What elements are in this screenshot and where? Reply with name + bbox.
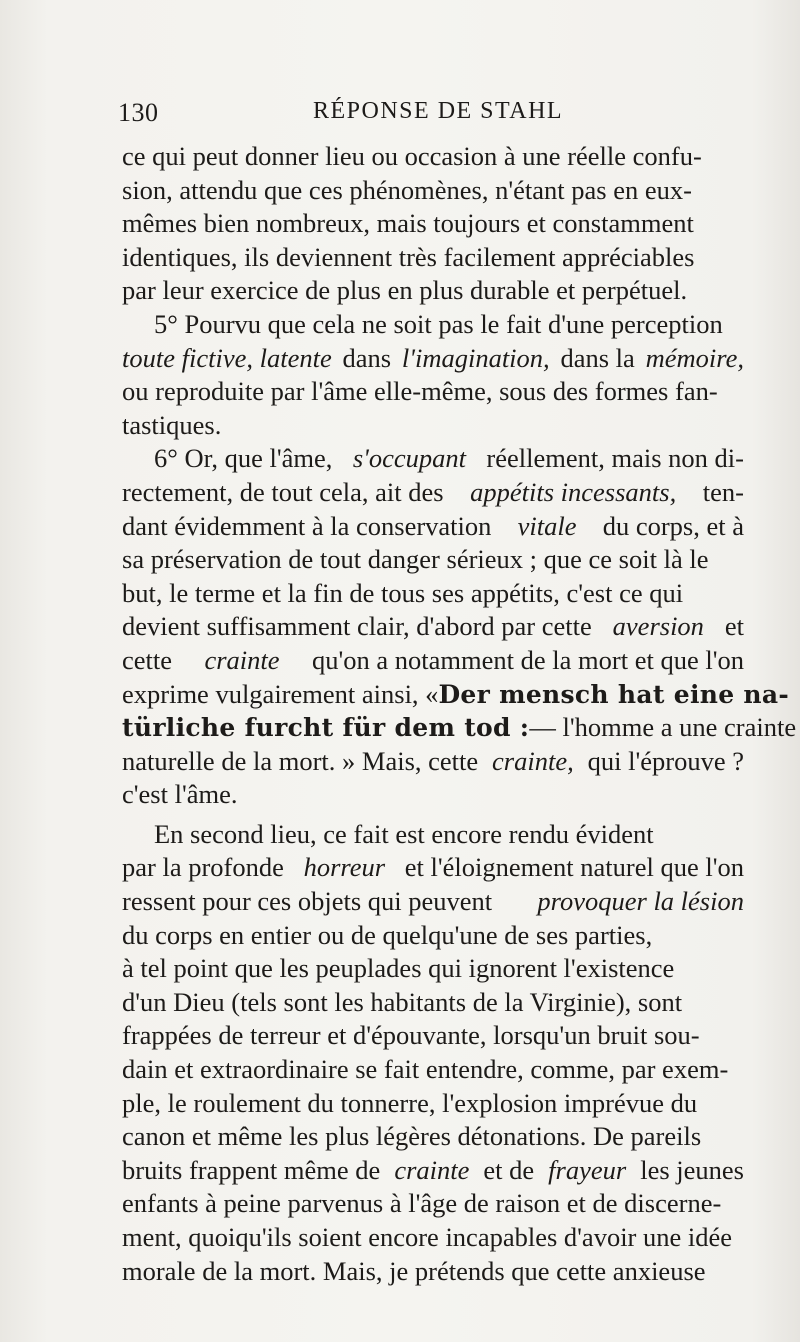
- german-quote: türliche furcht für dem tod :: [122, 713, 530, 743]
- text-line: 5° Pourvu que cela ne soit pas le fait d'une perception: [154, 308, 723, 339]
- text-line: canon et même les plus légères détonations. De pareils: [122, 1121, 702, 1152]
- text-line: ple, le roulement du tonnerre, l'explosion imprévue du: [122, 1087, 698, 1118]
- italic-term: crainte: [204, 644, 280, 675]
- text-line: frappées de terreur et d'épouvante, lorsqu'un bruit sou-: [122, 1020, 700, 1051]
- text-line: tastiques.: [122, 409, 222, 440]
- page-header: [118, 98, 684, 132]
- text-line: dant évidemment à la conservation vitale du corps, et à: [122, 510, 744, 544]
- text-line: mêmes bien nombreux, mais toujours et constamment: [122, 208, 694, 239]
- text-line: sa préservation de tout danger sérieux ; que ce soit là le: [122, 544, 709, 575]
- italic-term: appétits incessants,: [470, 476, 677, 507]
- text-line: but, le terme et la fin de tous ses appétits, c'est ce qui: [122, 577, 684, 608]
- italic-term: aversion: [612, 611, 704, 642]
- italic-term: toute fictive, latente: [122, 342, 332, 373]
- text-line: dain et extraordinaire se fait entendre, comme, par exem-: [122, 1054, 729, 1085]
- text-line: sion, attendu que ces phénomènes, n'étant pas en eux-: [122, 174, 692, 205]
- text-line: par leur exercice de plus en plus durable et perpétuel.: [122, 275, 688, 306]
- text-line: ment, quoiqu'ils soient encore incapables d'avoir une idée: [122, 1222, 733, 1252]
- italic-term: s'occupant: [352, 443, 466, 474]
- text-line: à tel point que les peuplades qui ignorent l'existence: [122, 953, 675, 984]
- text-line: devient suffisamment clair, d'abord par cette aversion et: [122, 610, 744, 644]
- text-line: bruits frappent même de crainte et de frayeur les jeunes: [122, 1154, 744, 1188]
- text-line: morale de la mort. Mais, je prétends que cette anxieuse: [122, 1255, 706, 1286]
- text-line: türliche furcht für dem tod : — l'homme a une crainte: [122, 711, 744, 745]
- text-line: 6° Or, que l'âme, s'occupant réellement, mais non di-: [122, 442, 744, 476]
- text-line: du corps en entier ou de quelqu'une de ses parties,: [122, 919, 653, 950]
- italic-term: l'imagination,: [401, 342, 550, 373]
- italic-term: provoquer la lésion: [537, 886, 744, 917]
- german-quote: Der mensch hat eine na-: [438, 679, 790, 709]
- text-line: ce qui peut donner lieu ou occasion à une réelle confu-: [122, 141, 702, 171]
- italic-term: crainte,: [492, 745, 574, 776]
- text-line: ou reproduite par l'âme elle-même, sous des formes fan-: [122, 376, 718, 407]
- text-line: enfants à peine parvenus à l'âge de raison et de discerne-: [122, 1188, 722, 1219]
- running-title: RÉPONSE DE STAHL: [313, 98, 564, 124]
- italic-term: crainte: [394, 1154, 470, 1185]
- text-line: En second lieu, ce fait est encore rendu évident: [154, 818, 654, 849]
- text-line: identiques, ils deviennent très facilement appréciables: [122, 241, 695, 272]
- text-line: cette crainte qu'on a notamment de la mort et que l'on: [122, 644, 744, 678]
- text-line: naturelle de la mort. » Mais, cette crainte, qui l'éprouve ?: [122, 745, 744, 779]
- body-text: [122, 140, 797, 1288]
- italic-term: mémoire,: [645, 342, 744, 373]
- text-line: toute fictive, latente dans l'imagination, dans la mémoire,: [122, 342, 744, 376]
- italic-term: frayeur: [548, 1154, 627, 1185]
- italic-term: horreur: [303, 852, 386, 883]
- text-line: par la profonde horreur et l'éloignement naturel que l'on: [122, 851, 744, 885]
- text-line: ressent pour ces objets qui peuvent provoquer la lésion: [122, 885, 744, 919]
- text-line: rectement, de tout cela, ait des appétits incessants, ten-: [122, 476, 744, 510]
- italic-term: vitale: [517, 510, 577, 541]
- page-number: 130: [118, 98, 159, 127]
- text-line: c'est l'âme.: [122, 779, 238, 810]
- text-line: exprime vulgairement ainsi, « Der mensch hat eine na-: [122, 678, 744, 712]
- text-line: d'un Dieu (tels sont les habitants de la Virginie), sont: [122, 986, 683, 1017]
